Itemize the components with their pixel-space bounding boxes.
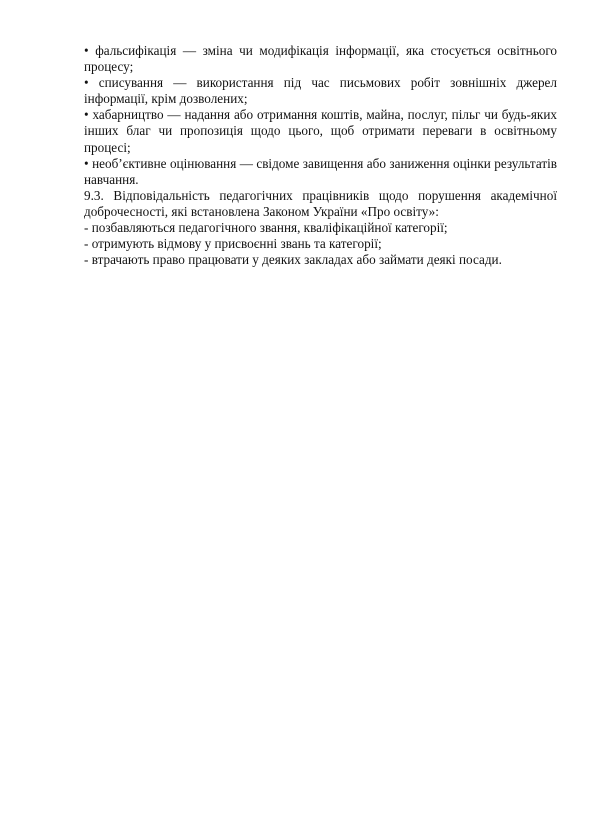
bullet-cheating: • списування — використання під час письмових робіт зовнішніх джерел інформації, крім дозволених; <box>84 75 557 107</box>
dash-item-refusal: - отримують відмову у присвоєнні звань та категорії; <box>84 236 382 252</box>
bullet-bribery: • хабарництво — надання або отримання коштів, майна, послуг, пільг чи будь-яких інших благ чи пропозиція щодо цього, щоб отримати переваги в освітньому процесі; <box>84 107 557 155</box>
dash-item-deprivation: - позбавляються педагогічного звання, кваліфікаційної категорії; <box>84 220 448 236</box>
bullet-falsification: • фальсифікація — зміна чи модифікація інформації, яка стосується освітнього процесу; <box>84 43 557 75</box>
dash-item-loss-of-right: - втрачають право працювати у деяких закладах або займати деякі посади. <box>84 252 502 268</box>
bullet-biased-assessment: • необ’єктивне оцінювання — свідоме завищення або заниження оцінки результатів навчання. <box>84 155 557 187</box>
document-body <box>84 43 557 268</box>
section-heading: 9.3. Відповідальність педагогічних працівників щодо порушення академічної доброчесності, які встановлена Законом України «Про освіту»: <box>84 187 557 219</box>
